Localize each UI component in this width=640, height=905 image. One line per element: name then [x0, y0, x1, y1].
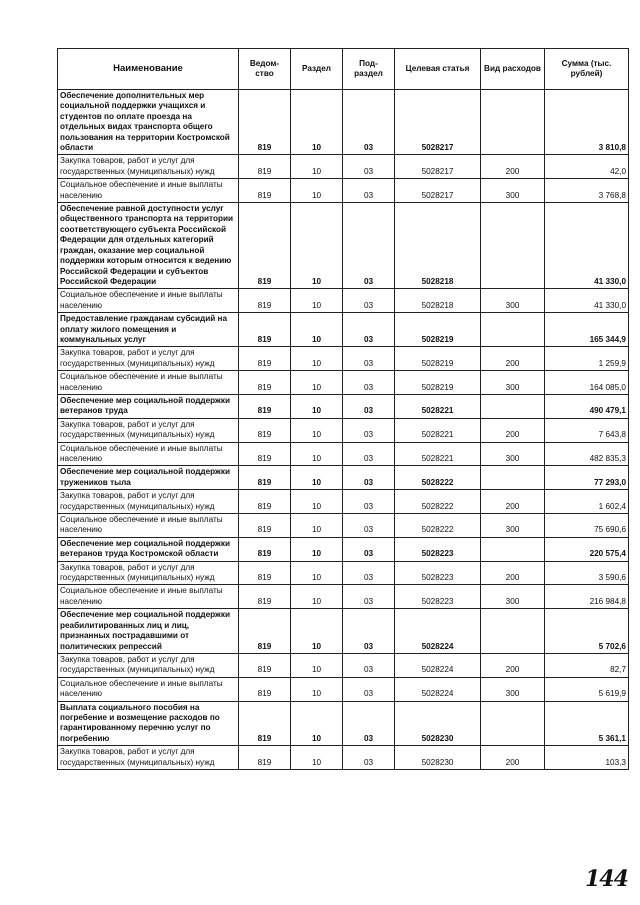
row-section: 10 — [291, 490, 343, 514]
row-section: 10 — [291, 155, 343, 179]
table-row — [58, 677, 629, 701]
row-section: 10 — [291, 418, 343, 442]
row-target: 5028230 — [395, 746, 481, 770]
row-section: 10 — [291, 677, 343, 701]
row-section: 10 — [291, 561, 343, 585]
row-name: Закупка товаров, работ и услуг для государственных (муниципальных) нужд — [58, 561, 239, 585]
row-exp-type — [481, 203, 545, 289]
row-sum: 1 259,9 — [545, 347, 629, 371]
row-section: 10 — [291, 514, 343, 538]
row-subsection: 03 — [343, 746, 395, 770]
table-row — [58, 371, 629, 395]
table-row — [58, 155, 629, 179]
row-target: 5028219 — [395, 371, 481, 395]
table-header — [58, 49, 629, 90]
row-target: 5028217 — [395, 90, 481, 155]
header-name: Наименование — [58, 49, 239, 90]
row-dept: 819 — [239, 585, 291, 609]
row-section: 10 — [291, 289, 343, 313]
row-dept: 819 — [239, 418, 291, 442]
row-subsection: 03 — [343, 394, 395, 418]
row-name: Обеспечение мер социальной поддержки тружеников тыла — [58, 466, 239, 490]
row-subsection: 03 — [343, 313, 395, 347]
row-sum: 41 330,0 — [545, 289, 629, 313]
row-target: 5028224 — [395, 677, 481, 701]
row-target: 5028223 — [395, 585, 481, 609]
row-exp-type: 300 — [481, 371, 545, 395]
row-sum: 82,7 — [545, 653, 629, 677]
header-section: Раздел — [291, 49, 343, 90]
row-name: Закупка товаров, работ и услуг для государственных (муниципальных) нужд — [58, 155, 239, 179]
table-row — [58, 585, 629, 609]
row-name: Социальное обеспечение и иные выплаты населению — [58, 442, 239, 466]
budget-table — [57, 48, 629, 770]
row-section: 10 — [291, 347, 343, 371]
row-dept: 819 — [239, 701, 291, 746]
table-row — [58, 313, 629, 347]
row-sum: 41 330,0 — [545, 203, 629, 289]
row-exp-type — [481, 466, 545, 490]
row-section: 10 — [291, 442, 343, 466]
table-row — [58, 490, 629, 514]
row-section: 10 — [291, 313, 343, 347]
row-subsection: 03 — [343, 289, 395, 313]
row-name: Обеспечение мер социальной поддержки ветеранов труда — [58, 394, 239, 418]
row-name: Закупка товаров, работ и услуг для государственных (муниципальных) нужд — [58, 490, 239, 514]
row-exp-type — [481, 313, 545, 347]
row-dept: 819 — [239, 653, 291, 677]
row-sum: 5 619,9 — [545, 677, 629, 701]
row-subsection: 03 — [343, 90, 395, 155]
row-exp-type — [481, 609, 545, 654]
row-target: 5028230 — [395, 701, 481, 746]
table-row — [58, 394, 629, 418]
header-subsection: Под-раздел — [343, 49, 395, 90]
row-subsection: 03 — [343, 347, 395, 371]
row-subsection: 03 — [343, 179, 395, 203]
row-dept: 819 — [239, 490, 291, 514]
table-row — [58, 347, 629, 371]
row-name: Обеспечение дополнительных мер социальной поддержки учащихся и студентов по оплате проезда на отдельных видах транспорта общего пользования на территории Костромской области — [58, 90, 239, 155]
row-exp-type — [481, 394, 545, 418]
row-exp-type: 200 — [481, 561, 545, 585]
row-name: Обеспечение мер социальной поддержки реабилитированных лиц и лиц, признанных пострадавшими от политических репрессий — [58, 609, 239, 654]
row-exp-type — [481, 537, 545, 561]
row-section: 10 — [291, 371, 343, 395]
row-sum: 3 810,8 — [545, 90, 629, 155]
row-section: 10 — [291, 585, 343, 609]
header-exp-type: Вид расходов — [481, 49, 545, 90]
row-target: 5028224 — [395, 653, 481, 677]
header-dept: Ведом-ство — [239, 49, 291, 90]
row-name: Обеспечение мер социальной поддержки ветеранов труда Костромской области — [58, 537, 239, 561]
row-exp-type — [481, 90, 545, 155]
row-sum: 3 768,8 — [545, 179, 629, 203]
row-sum: 482 835,3 — [545, 442, 629, 466]
row-exp-type: 300 — [481, 179, 545, 203]
row-name: Социальное обеспечение и иные выплаты населению — [58, 677, 239, 701]
row-exp-type: 200 — [481, 155, 545, 179]
row-target: 5028218 — [395, 289, 481, 313]
row-sum: 77 293,0 — [545, 466, 629, 490]
row-dept: 819 — [239, 442, 291, 466]
row-sum: 165 344,9 — [545, 313, 629, 347]
row-name: Выплата социального пособия на погребение и возмещение расходов по гарантированному перечню услуг по погребению — [58, 701, 239, 746]
row-dept: 819 — [239, 371, 291, 395]
table-row — [58, 90, 629, 155]
row-sum: 1 602,4 — [545, 490, 629, 514]
row-subsection: 03 — [343, 677, 395, 701]
row-subsection: 03 — [343, 203, 395, 289]
table-row — [58, 701, 629, 746]
row-name: Закупка товаров, работ и услуг для государственных (муниципальных) нужд — [58, 746, 239, 770]
row-subsection: 03 — [343, 701, 395, 746]
row-name: Обеспечение равной доступности услуг общественного транспорта на территории соответствующего субъекта Российской Федерации для отдельных категорий граждан, оказание мер социальной поддержки которым относится к ведению Российской Федерации и субъектов Российской Федерации — [58, 203, 239, 289]
row-exp-type: 200 — [481, 653, 545, 677]
row-dept: 819 — [239, 313, 291, 347]
row-section: 10 — [291, 394, 343, 418]
row-dept: 819 — [239, 561, 291, 585]
row-exp-type: 200 — [481, 418, 545, 442]
table-row — [58, 537, 629, 561]
row-subsection: 03 — [343, 609, 395, 654]
row-target: 5028223 — [395, 561, 481, 585]
row-section: 10 — [291, 701, 343, 746]
page-number: 144 — [585, 866, 628, 892]
table-row — [58, 442, 629, 466]
row-sum: 164 085,0 — [545, 371, 629, 395]
table-row — [58, 514, 629, 538]
row-sum: 5 361,1 — [545, 701, 629, 746]
row-section: 10 — [291, 653, 343, 677]
row-target: 5028217 — [395, 155, 481, 179]
row-sum: 3 590,6 — [545, 561, 629, 585]
row-name: Социальное обеспечение и иные выплаты населению — [58, 179, 239, 203]
row-section: 10 — [291, 90, 343, 155]
row-dept: 819 — [239, 609, 291, 654]
row-exp-type: 300 — [481, 442, 545, 466]
row-name: Социальное обеспечение и иные выплаты населению — [58, 585, 239, 609]
row-name: Социальное обеспечение и иные выплаты населению — [58, 289, 239, 313]
row-section: 10 — [291, 746, 343, 770]
row-dept: 819 — [239, 155, 291, 179]
row-exp-type: 200 — [481, 347, 545, 371]
row-subsection: 03 — [343, 442, 395, 466]
row-name: Социальное обеспечение и иные выплаты населению — [58, 514, 239, 538]
row-subsection: 03 — [343, 155, 395, 179]
row-subsection: 03 — [343, 561, 395, 585]
table-row — [58, 179, 629, 203]
row-target: 5028221 — [395, 442, 481, 466]
row-dept: 819 — [239, 537, 291, 561]
row-sum: 103,3 — [545, 746, 629, 770]
row-target: 5028223 — [395, 537, 481, 561]
row-section: 10 — [291, 537, 343, 561]
row-sum: 216 984,8 — [545, 585, 629, 609]
row-target: 5028221 — [395, 418, 481, 442]
header-sum: Сумма (тыс. рублей) — [545, 49, 629, 90]
row-dept: 819 — [239, 203, 291, 289]
row-dept: 819 — [239, 90, 291, 155]
row-subsection: 03 — [343, 490, 395, 514]
row-dept: 819 — [239, 289, 291, 313]
row-name: Закупка товаров, работ и услуг для государственных (муниципальных) нужд — [58, 347, 239, 371]
row-subsection: 03 — [343, 537, 395, 561]
row-exp-type — [481, 701, 545, 746]
table-body — [58, 90, 629, 770]
row-exp-type: 300 — [481, 514, 545, 538]
row-name: Предоставление гражданам субсидий на оплату жилого помещения и коммунальных услуг — [58, 313, 239, 347]
row-target: 5028224 — [395, 609, 481, 654]
row-target: 5028222 — [395, 490, 481, 514]
row-section: 10 — [291, 466, 343, 490]
table-row — [58, 466, 629, 490]
table-row — [58, 289, 629, 313]
row-subsection: 03 — [343, 653, 395, 677]
row-dept: 819 — [239, 394, 291, 418]
row-sum: 7 643,8 — [545, 418, 629, 442]
table-row — [58, 609, 629, 654]
row-name: Закупка товаров, работ и услуг для государственных (муниципальных) нужд — [58, 653, 239, 677]
row-sum: 220 575,4 — [545, 537, 629, 561]
row-subsection: 03 — [343, 371, 395, 395]
row-dept: 819 — [239, 746, 291, 770]
row-exp-type: 200 — [481, 746, 545, 770]
row-exp-type: 300 — [481, 585, 545, 609]
table-row — [58, 561, 629, 585]
row-dept: 819 — [239, 347, 291, 371]
row-target: 5028217 — [395, 179, 481, 203]
row-subsection: 03 — [343, 418, 395, 442]
row-subsection: 03 — [343, 466, 395, 490]
row-dept: 819 — [239, 514, 291, 538]
row-dept: 819 — [239, 466, 291, 490]
row-subsection: 03 — [343, 514, 395, 538]
table-row — [58, 746, 629, 770]
row-target: 5028222 — [395, 466, 481, 490]
row-target: 5028221 — [395, 394, 481, 418]
row-sum: 75 690,6 — [545, 514, 629, 538]
row-target: 5028218 — [395, 203, 481, 289]
row-target: 5028219 — [395, 313, 481, 347]
row-name: Социальное обеспечение и иные выплаты населению — [58, 371, 239, 395]
row-target: 5028219 — [395, 347, 481, 371]
row-exp-type: 300 — [481, 677, 545, 701]
row-target: 5028222 — [395, 514, 481, 538]
row-subsection: 03 — [343, 585, 395, 609]
table-row — [58, 653, 629, 677]
row-exp-type: 200 — [481, 490, 545, 514]
header-target: Целевая статья — [395, 49, 481, 90]
row-section: 10 — [291, 609, 343, 654]
row-sum: 490 479,1 — [545, 394, 629, 418]
row-sum: 42,0 — [545, 155, 629, 179]
row-dept: 819 — [239, 677, 291, 701]
row-section: 10 — [291, 203, 343, 289]
row-sum: 5 702,6 — [545, 609, 629, 654]
row-dept: 819 — [239, 179, 291, 203]
row-section: 10 — [291, 179, 343, 203]
table-row — [58, 203, 629, 289]
table-row — [58, 418, 629, 442]
row-exp-type: 300 — [481, 289, 545, 313]
row-name: Закупка товаров, работ и услуг для государственных (муниципальных) нужд — [58, 418, 239, 442]
